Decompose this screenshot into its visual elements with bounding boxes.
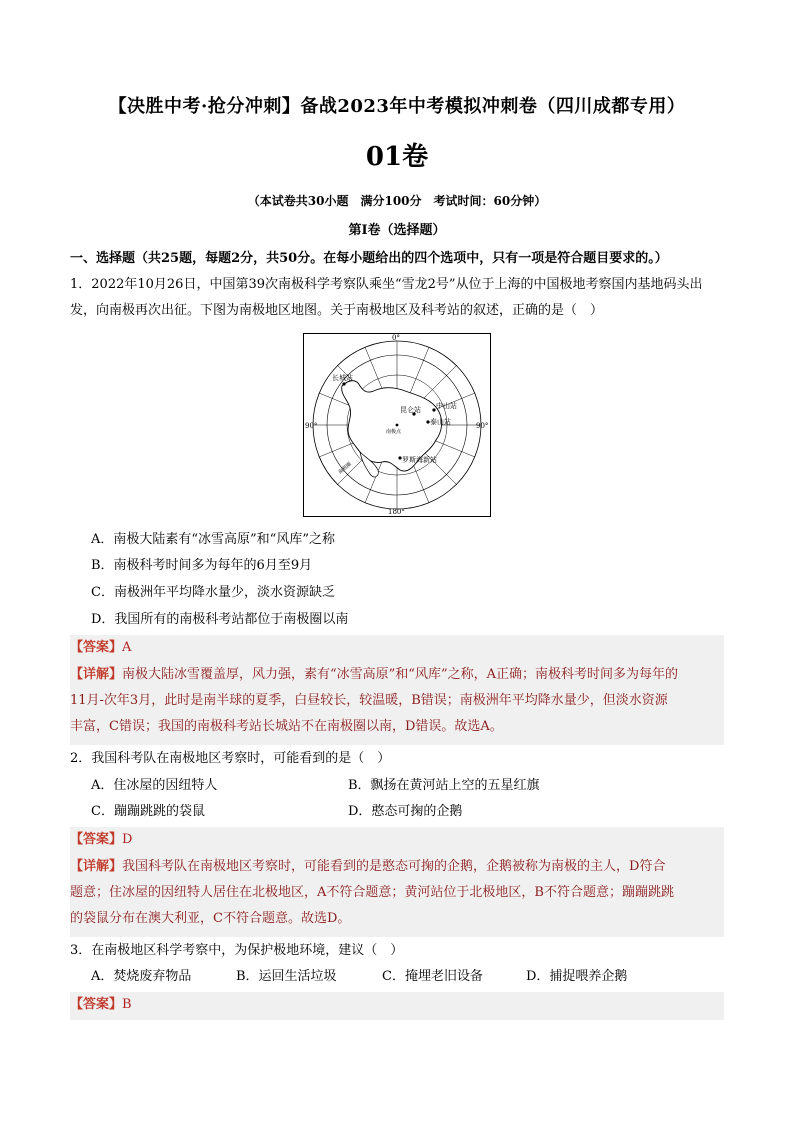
explain-line	[70, 662, 724, 688]
answer-label: 【答案】	[70, 997, 123, 1012]
question-text: 2022年10月26日，中国第39次南极科学考察队乘坐“雪龙2号”从位于上海的中国极地考察国内基地码头出发，向南极再次出征。下图为南极地区地图。关于南极地区及科考站的叙述，正确的是（ ）	[70, 277, 703, 318]
exam-meta: （本试卷共30小题 满分100分 考试时间：60分钟）	[247, 194, 547, 208]
q3-option-d: D．捕捉喂养企鹅	[526, 969, 628, 984]
map-label-left: 90°	[305, 422, 318, 430]
q2-option-b: B．飘扬在黄河站上空的五星红旗	[348, 778, 540, 793]
explain-text: 南极大陆冰雪覆盖厚，风力强，素有“冰雪高原”和“风库”之称，A正确；南极科考时间多为每年的	[122, 667, 678, 682]
question-number: 2．	[70, 751, 92, 766]
explain-line: 的袋鼠分布在澳大利亚，C不符合题意。故选D。	[70, 911, 351, 926]
answer-value: D	[122, 832, 133, 847]
section-heading: 一、选择题（共25题，每题2分，共50分。在每小题给出的四个选项中，只有一项是符合题目要求的。）	[70, 251, 668, 266]
answer-label: 【答案】	[70, 832, 123, 847]
q2-explanation	[70, 853, 724, 937]
map-label-top: 0°	[392, 334, 400, 342]
q3-option-b: B．运回生活垃圾	[236, 969, 337, 984]
q2-answer	[70, 827, 724, 853]
map-label-nanjiquan: 南极圈	[337, 461, 353, 476]
volume-title: 01卷	[365, 142, 429, 172]
q3-answer	[70, 992, 724, 1020]
question-number: 3．	[70, 943, 92, 958]
q1-option-a: A．南极大陆素有“冰雪高原”和“风库”之称	[91, 532, 335, 547]
map-label-zhongshan: 中山站	[436, 402, 457, 410]
changcheng-station-marker	[342, 382, 345, 385]
q3-option-a: A．焚烧废弃物品	[91, 969, 192, 984]
q1-explanation	[70, 661, 724, 745]
q1-answer	[70, 635, 724, 661]
exam-title: 【决胜中考·抢分冲刺】备战2023年中考模拟冲刺卷（四川成都专用）	[108, 96, 686, 117]
q1-option-c: C．南极洲年平均降水量少，淡水资源缺乏	[91, 585, 335, 600]
explain-label: 【详解】	[70, 667, 123, 682]
q2-option-c: C．蹦蹦跳跳的袋鼠	[91, 804, 205, 819]
explain-text: 我国科考队在南极地区考察时，可能看到的是憨态可掬的企鹅，企鹅被称为南极的主人，D符合	[122, 859, 666, 874]
q2-option-a: A．住冰屋的因纽特人	[91, 778, 218, 793]
explain-line: 题意；住冰屋的因纽特人居住在北极地区，A不符合题意；黄河站位于北极地区，B不符合题意；蹦蹦跳跳	[70, 885, 674, 900]
answer-value: B	[122, 997, 132, 1012]
explain-line	[70, 854, 724, 880]
south-pole-marker	[396, 424, 399, 427]
q1-option-d: D．我国所有的南极科考站都位于南极圈以南	[91, 612, 349, 627]
map-label-bottom: 180°	[388, 508, 405, 516]
map-label-kunlun: 昆仑站	[400, 406, 421, 414]
question-2-stem	[70, 746, 725, 772]
explain-line: 11月-次年3月，此时是南半球的夏季，白昼较长，较温暖，B错误；南极洲年平均降水量少，但淡水资源	[70, 693, 668, 708]
map-label-south-pole: 南极点	[386, 429, 402, 435]
question-number: 1．	[70, 277, 92, 292]
q2-option-d: D．憨态可掬的企鹅	[348, 804, 463, 819]
explain-line: 丰富，C错误；我国的南极科考站长城站不在南极圈以南，D错误。故选A。	[70, 719, 503, 734]
q1-option-b: B．南极科考时间多为每年的6月至9月	[91, 558, 313, 573]
antarctica-map-svg	[304, 334, 490, 516]
question-1-stem	[70, 272, 725, 324]
antarctica-map	[303, 333, 491, 517]
map-label-right: 90°	[476, 422, 489, 430]
map-label-luosihai: 罗斯海新站	[402, 456, 437, 464]
question-3-stem	[70, 938, 725, 964]
q3-option-c: C．掩埋老旧设备	[382, 969, 483, 984]
part-title: 第Ⅰ卷（选择题）	[348, 223, 446, 238]
question-text: 我国科考队在南极地区考察时，可能看到的是（ ）	[91, 751, 391, 766]
answer-label: 【答案】	[70, 640, 123, 655]
question-text: 在南极地区科学考察中，为保护极地环境，建议（ ）	[91, 943, 404, 958]
explain-label: 【详解】	[70, 859, 123, 874]
map-label-changcheng: 长城站	[332, 374, 353, 382]
answer-value: A	[122, 640, 132, 655]
map-label-taishan: 泰山站	[430, 418, 451, 426]
